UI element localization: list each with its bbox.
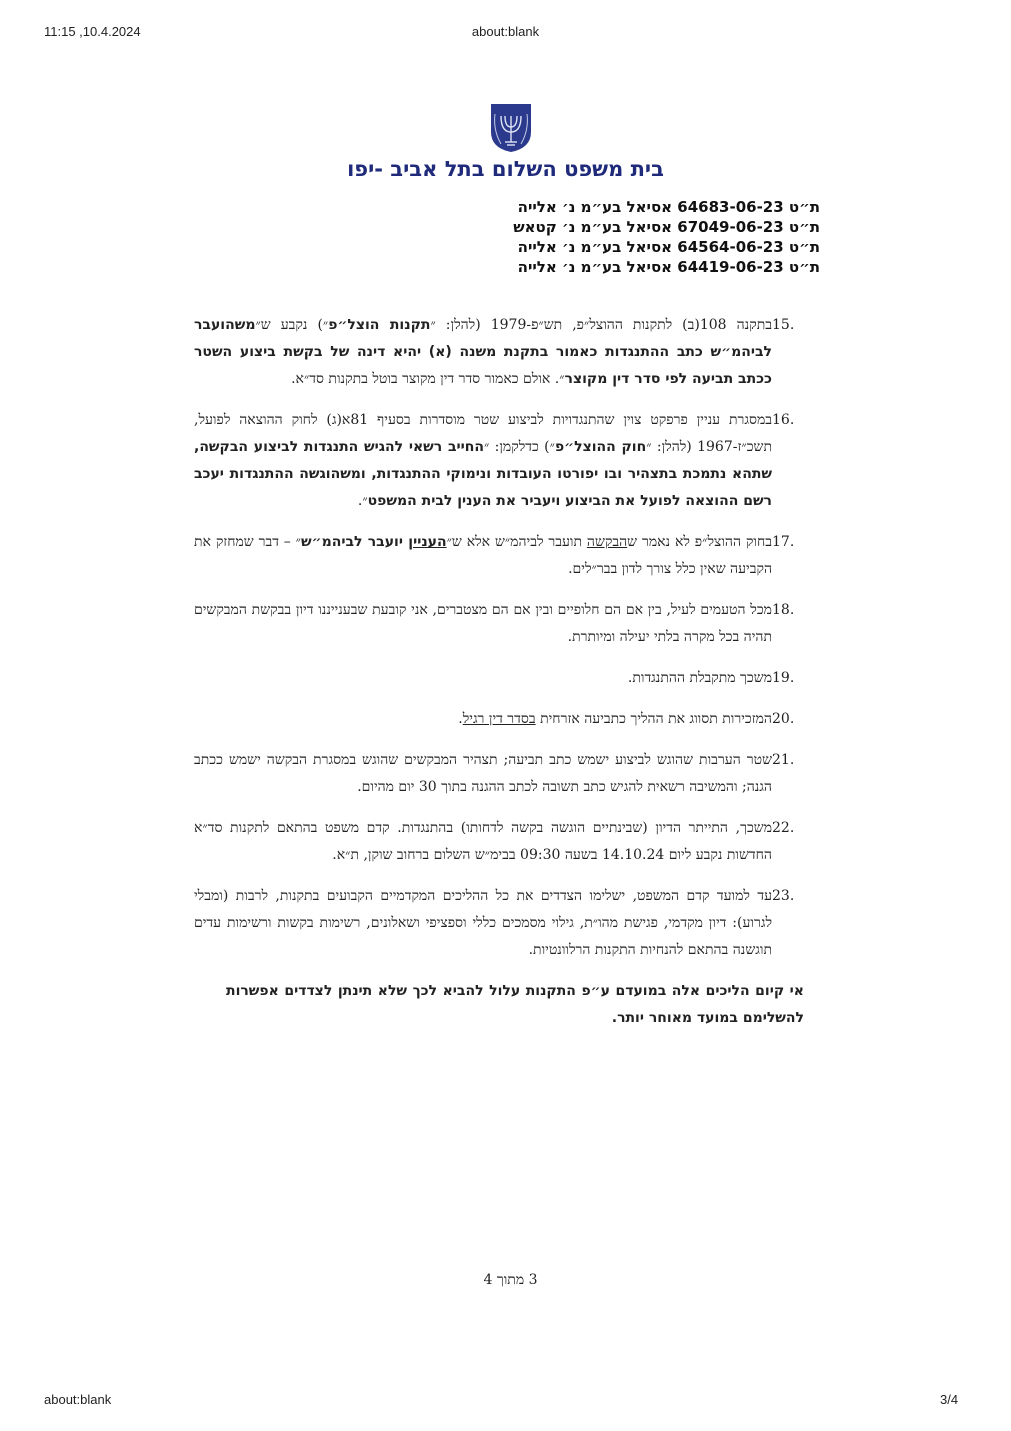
- paragraph-segment: הבקשה: [586, 534, 628, 550]
- paragraph-segment: עד למועד קדם המשפט, ישלימו הצדדים את כל ההליכים המקדמיים הקבועים בתקנות, לרבות (ומבלי לגרוע): דיון מקדמי, פגישת מהו״ת, גילוי מסמכים כללי וספציפי ושאלונים, רשימות בקשות ורשימות עדים תוגשנה בהתאם להנחיות התקנות הרלוונטיות.: [194, 888, 772, 958]
- case-number: ת״ט 64683-06-23 אסיאל בע״מ נ׳ אלייה: [517, 198, 820, 216]
- paragraph-segment: ״) נקבע ש״: [255, 317, 329, 333]
- paragraph-segment: תועבר לביהמ״ש אלא ש״: [446, 534, 587, 550]
- numbered-paragraph: [194, 407, 804, 515]
- paragraph-number: 15.: [772, 317, 795, 333]
- paragraph-segment: בתקנה 108(ב) לתקנות ההוצל״פ, תש״פ-1979 (להלן: ״: [430, 317, 772, 333]
- paragraph-segment: ״ – דבר שמחזק את הקביעה שאין כלל צורך לדון בבר״לים.: [194, 534, 772, 577]
- paragraph-segment: בחוק ההוצל״פ לא נאמר ש: [627, 534, 772, 550]
- paragraph-number: 21.: [772, 752, 795, 768]
- paragraph-segment: משהועבר לביהמ״ש כתב ההתנגדות כאמור בתקנת משנה (א) יהיא דינה של בקשת ביצוע השטר ככתב תביעה לפי סדר דין מקוצר: [194, 317, 772, 387]
- paragraph-number: 17.: [772, 534, 795, 550]
- case-number: ת״ט 64564-06-23 אסיאל בע״מ נ׳ אלייה: [517, 238, 820, 256]
- numbered-paragraph: [194, 815, 804, 869]
- case-numbers: [460, 197, 820, 277]
- numbered-paragraph: [194, 706, 804, 733]
- paragraph-segment: יועבר לביהמ״ש: [301, 534, 409, 550]
- paragraph-text: [194, 407, 772, 515]
- paragraph-segment: העניין: [408, 534, 447, 550]
- paragraph-segment: בסדר דין רגיל: [462, 711, 536, 727]
- numbered-paragraph: [194, 665, 804, 692]
- paragraph-segment: במסגרת עניין פרפקט צוין שהתנגדויות לביצוע שטר מוסדרות בסעיף 81א(ג) לחוק ההוצאה לפועל, תשכ״ז-1967 (להלן: ״: [194, 412, 772, 455]
- numbered-paragraph: [194, 529, 804, 583]
- paragraph-segment: משכך מתקבלת ההתנגדות.: [627, 670, 772, 686]
- print-page-number: 3/4: [940, 1392, 959, 1407]
- paragraph-number: 16.: [772, 412, 795, 428]
- paragraph-segment: החייב רשאי להגיש התנגדות לביצוע הבקשה, שתהא נתמכת בתצהיר ובו יפורטו העובדות ונימוקי ההתנגדות, ומשהוגשה ההתנגדות יעכב רשם ההוצאה לפועל את הביצוע ויעביר את הענין לבית המשפט: [194, 439, 772, 509]
- paragraph-segment: ״. אולם כאמור סדר דין מקוצר בוטל בתקנות סד״א.: [291, 371, 565, 387]
- paragraph-segment: ״) כדלקמן: ״: [484, 439, 555, 455]
- paragraph-text: [194, 883, 772, 964]
- paragraph-segment: שטר הערבות שהוגש לביצוע ישמש כתב תביעה; תצהיר המבקשים שהוגש במסגרת הבקשה ישמש ככתב הגנה; והמשיבה רשאית להגיש כתב תשובה לכתב ההגנה בתוך 30 יום מהיום.: [194, 752, 772, 795]
- case-number: ת״ט 67049-06-23 אסיאל בע״מ נ׳ קטאש: [513, 218, 820, 236]
- numbered-paragraph: [194, 597, 804, 651]
- state-emblem-icon: [489, 102, 533, 154]
- print-footer-url: about:blank: [44, 1392, 112, 1407]
- print-datetime: 11:15 ,10.4.2024: [44, 24, 141, 39]
- paragraph-segment: מכל הטעמים לעיל, בין אם הם חלופיים ובין אם הם מצטברים, אני קובעת שבענייננו דיון בבקשת המבקשים תהיה בכל מקרה בלתי יעילה ומיותרת.: [194, 602, 772, 645]
- paragraph-segment: ״.: [357, 493, 368, 509]
- paragraph-segment: משכך, התייתר הדיון (שבינתיים הוגשה בקשה לדחותו) בהתנגדות. קדם משפט בהתאם לתקנות סד״א החדשות נקבע ליום 14.10.24 בשעה 09:30 בבימ״ש השלום ברחוב שוקן, ת״א.: [194, 820, 772, 863]
- paragraph-text: [194, 597, 772, 651]
- numbered-paragraph: [194, 883, 804, 964]
- paragraph-segment: המזכירות תסווג את ההליך כתביעה אזרחית: [535, 711, 772, 727]
- paragraph-number: 18.: [772, 602, 795, 618]
- numbered-paragraph: [194, 312, 804, 393]
- paragraph-segment: תקנות הוצל״פ: [328, 317, 431, 333]
- paragraph-text: [194, 312, 772, 393]
- paragraph-text: [194, 815, 772, 869]
- paragraph-number: 23.: [772, 888, 795, 904]
- page-counter: 3 מתוך 4: [483, 1272, 538, 1288]
- paragraph-text: [194, 747, 772, 801]
- case-number: ת״ט 64419-06-23 אסיאל בע״מ נ׳ אלייה: [517, 258, 820, 276]
- court-title: בית משפט השלום בתל אביב -יפו: [347, 157, 664, 181]
- decision-body: [194, 312, 804, 1032]
- paragraph-text: [194, 665, 772, 692]
- print-header-url: about:blank: [471, 24, 540, 39]
- closing-warning: אי קיום הליכים אלה במועדם ע״פ התקנות עלול להביא לכך שלא תינתן לצדדים אפשרות להשלימם במועד מאוחר יותר.: [226, 983, 804, 1026]
- paragraph-text: [194, 529, 772, 583]
- paragraph-segment: חוק ההוצל״פ: [554, 439, 647, 455]
- paragraph-text: [194, 706, 772, 733]
- numbered-paragraph: [194, 747, 804, 801]
- paragraph-number: 22.: [772, 820, 795, 836]
- paragraph-number: 20.: [772, 711, 795, 727]
- paragraph-segment: .: [458, 711, 463, 727]
- paragraph-number: 19.: [772, 670, 795, 686]
